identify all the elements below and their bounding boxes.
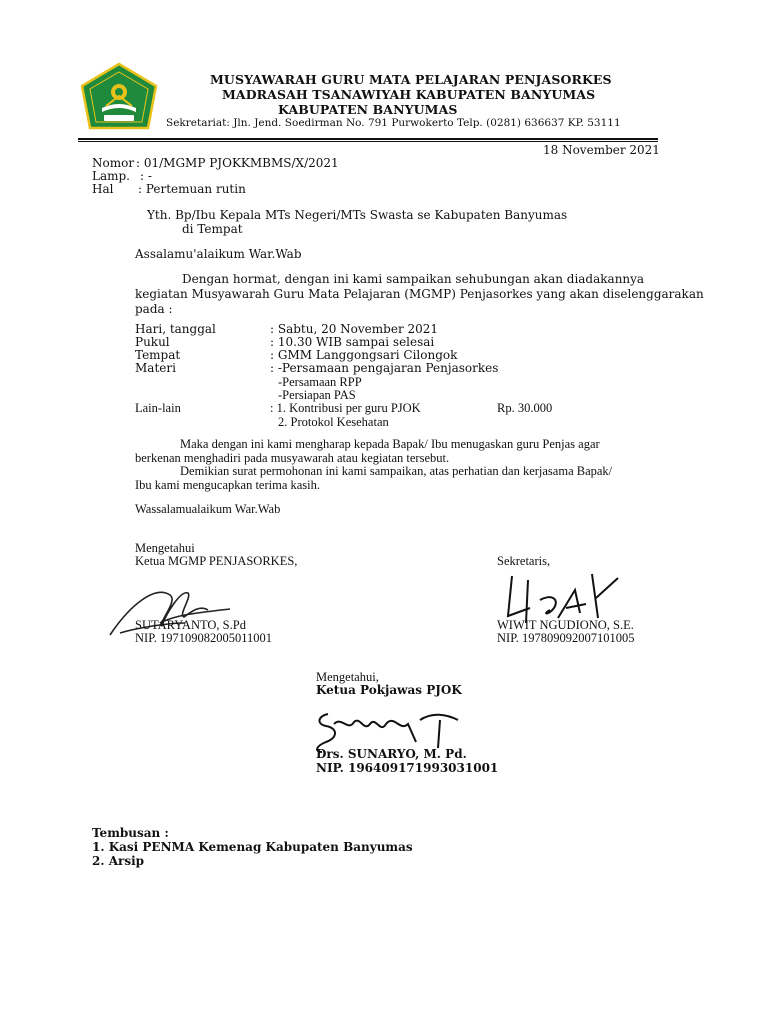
- intro-line2: kegiatan Musyawarah Guru Mata Pelajaran (MGMP) Penjasorkes yang akan diselenggarakan: [135, 287, 704, 301]
- right-name: WIWIT NGUDIONO, S.E.: [497, 618, 634, 632]
- event-label-date: Hari, tanggal: [135, 322, 216, 336]
- event-label-place: Tempat: [135, 348, 181, 362]
- event-value-time: : 10.30 WIB sampai selesai: [270, 335, 435, 349]
- letterhead-rule-thin: [78, 141, 658, 142]
- lamp-value: : -: [140, 169, 152, 183]
- letter-date: 18 November 2021: [543, 143, 660, 157]
- center-title: Ketua Pokjawas PJOK: [316, 683, 462, 697]
- event-value-materi: : -Persamaan pengajaran Penjasorkes: [270, 361, 499, 375]
- letterhead-line2: MADRASAH TSANAWIYAH KABUPATEN BANYUMAS: [222, 87, 596, 102]
- closing: Wassalamualaikum War.Wab: [135, 502, 281, 516]
- event-label-materi: Materi: [135, 361, 176, 375]
- nomor-value: : 01/MGMP PJOKKMBMS/X/2021: [136, 156, 339, 170]
- letterhead-rule-thick: [78, 138, 658, 140]
- center-known: Mengetahui,: [316, 670, 379, 684]
- greeting: Assalamu'alaikum War.Wab: [135, 247, 302, 261]
- tembusan-title: Tembusan :: [92, 826, 169, 840]
- center-nip: NIP. 196409171993031001: [316, 761, 499, 775]
- body-p2-line2: Ibu kami mengucapkan terima kasih.: [135, 478, 321, 492]
- center-name: Drs. SUNARYO, M. Pd.: [316, 747, 467, 761]
- right-title: Sekretaris,: [497, 554, 551, 568]
- body-p2-line1: Demikian surat permohonan ini kami sampaikan, atas perhatian dan kerjasama Bapak/: [180, 464, 613, 478]
- intro-line1: Dengan hormat, dengan ini kami sampaikan sehubungan akan diadakannya: [182, 272, 645, 286]
- right-nip: NIP. 197809092007101005: [497, 631, 635, 645]
- kemenag-emblem-icon: [78, 62, 160, 134]
- left-known: Mengetahui: [135, 541, 195, 555]
- tembusan-item-2: 2. Arsip: [92, 854, 145, 868]
- lain-item-2: 2. Protokol Kesehatan: [278, 415, 389, 429]
- lamp-label: Lamp.: [92, 169, 130, 183]
- left-title: Ketua MGMP PENJASORKES,: [135, 554, 298, 568]
- intro-line3: pada :: [135, 302, 173, 316]
- letterhead-secretariat: Sekretariat: Jln. Jend. Soedirman No. 791 Purwokerto Telp. (0281) 636637 KP. 53111: [166, 117, 621, 129]
- nomor-label: Nomor: [92, 156, 135, 170]
- left-name: SUTARYANTO, S.Pd: [135, 618, 246, 632]
- letterhead-line1: MUSYAWARAH GURU MATA PELAJARAN PENJASORKES: [210, 72, 612, 87]
- event-value-date: : Sabtu, 20 November 2021: [270, 322, 439, 336]
- kemenag-logo: [78, 62, 160, 134]
- left-nip: NIP. 197109082005011001: [135, 631, 273, 645]
- letterhead-line3: KABUPATEN BANYUMAS: [278, 102, 458, 117]
- hal-value: : Pertemuan rutin: [138, 182, 246, 196]
- recipient-line2: di Tempat: [182, 222, 243, 236]
- body-p1-line1: Maka dengan ini kami mengharap kepada Bapak/ Ibu menugaskan guru Penjas agar: [180, 437, 600, 451]
- tembusan-item-1: 1. Kasi PENMA Kemenag Kabupaten Banyumas: [92, 840, 413, 854]
- body-p1-line2: berkenan menghadiri pada musyawarah atau kegiatan tersebut.: [135, 451, 450, 465]
- materi-item-rpp: -Persamaan RPP: [278, 375, 362, 389]
- lain-amount: Rp. 30.000: [497, 401, 553, 415]
- materi-item-pas: -Persiapan PAS: [278, 388, 356, 402]
- lain-item-1: : 1. Kontribusi per guru PJOK: [270, 401, 421, 415]
- event-value-place: : GMM Langgongsari Cilongok: [270, 348, 458, 362]
- lain-label: Lain-lain: [135, 401, 181, 415]
- event-label-time: Pukul: [135, 335, 170, 349]
- recipient-line1: Yth. Bp/Ibu Kepala MTs Negeri/MTs Swasta se Kabupaten Banyumas: [147, 208, 568, 222]
- hal-label: Hal: [92, 182, 114, 196]
